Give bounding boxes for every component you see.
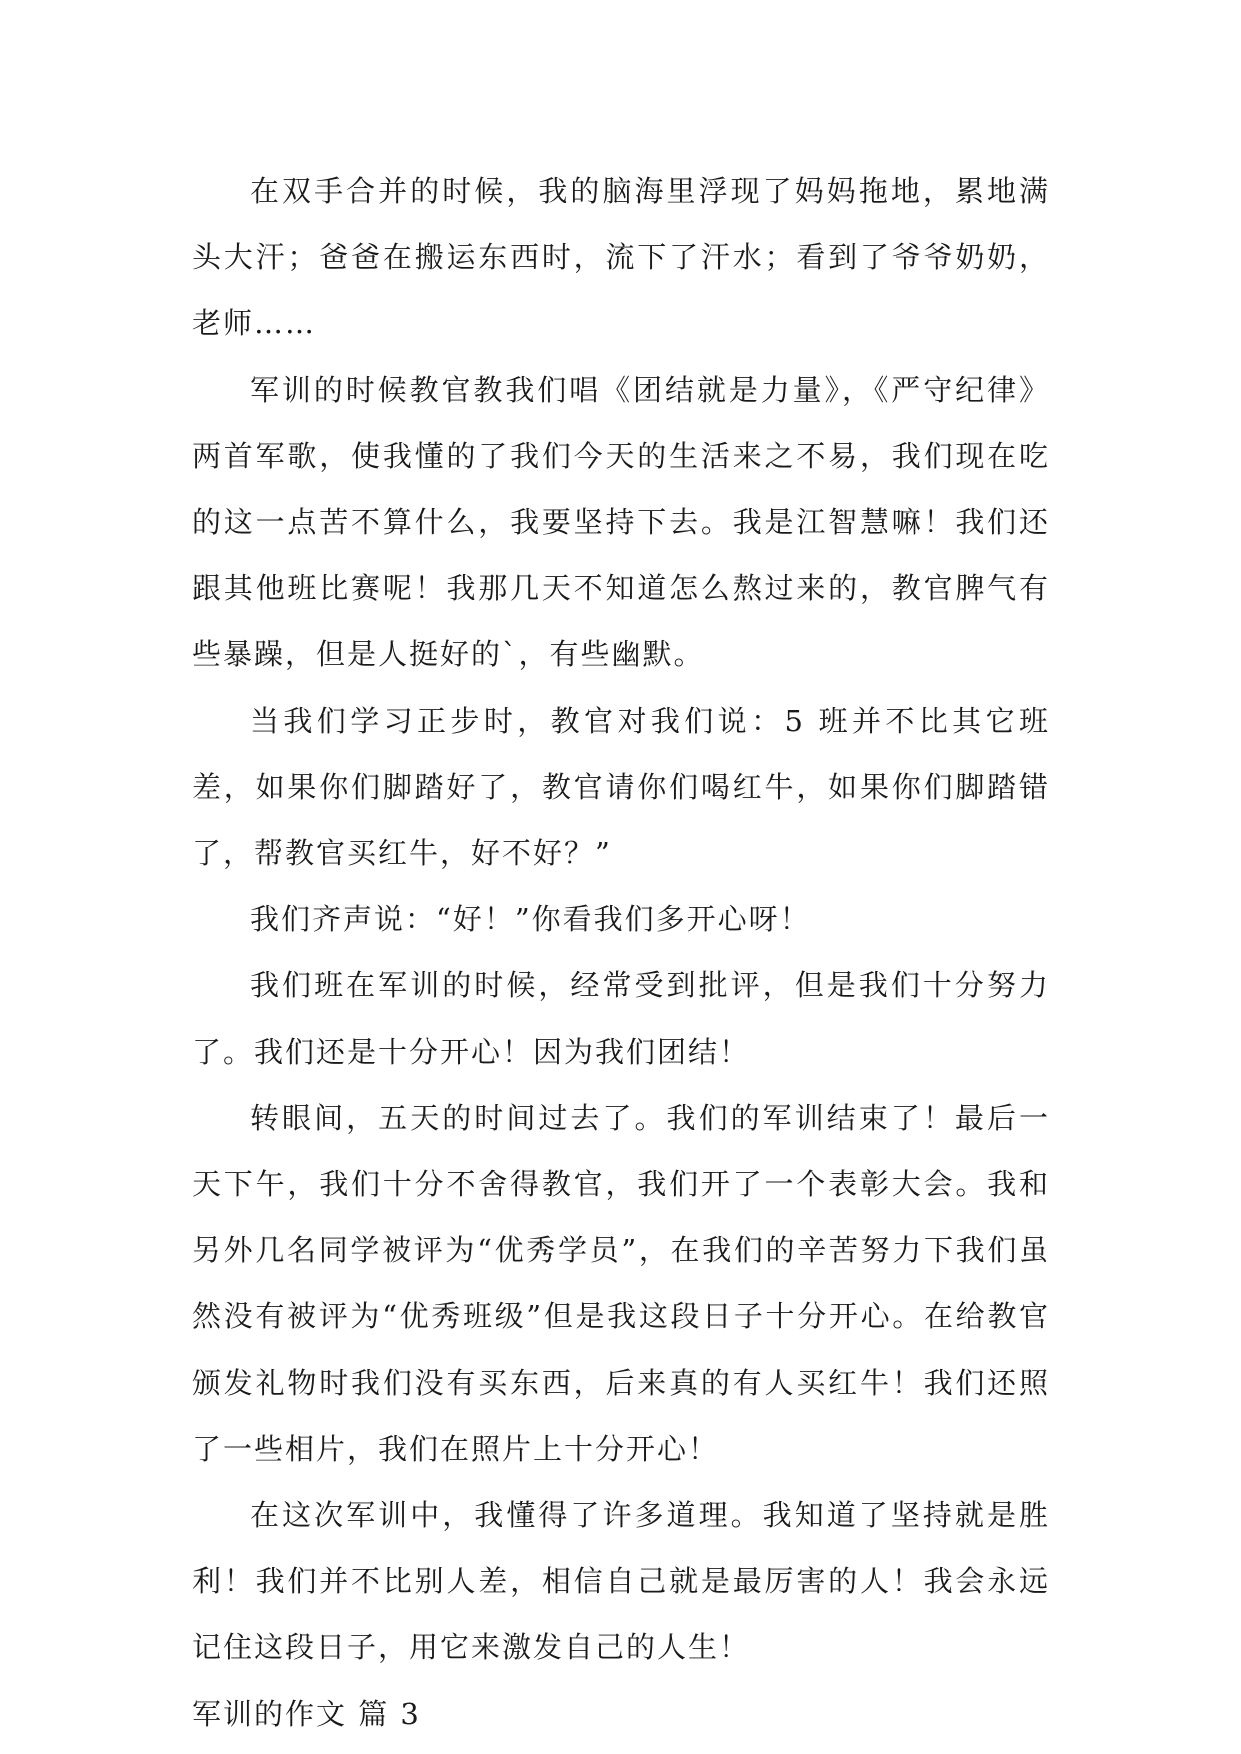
paragraph: 我们齐声说：“好！”你看我们多开心呀！ [250, 902, 811, 937]
paragraph: 我们班在军训的时候，经常受到批评，但是我们十分努力了。我们还是十分开心！因为我们团结！ [192, 968, 1050, 1069]
paragraph: 军训的时候教官教我们唱《团结就是力量》，《严守纪律》两首军歌，使我懂的了我们今天的生活来之不易，我们现在吃的这一点苦不算什么，我要坚持下去。我是江智慧嘛！我们还跟其他班比赛呢！我那几天不知道怎么熬过来的，教官脾气有些暴躁，但是人挺好的`，有些幽默。 [192, 372, 1050, 672]
paragraph: 转眼间，五天的时间过去了。我们的军训结束了！最后一天下午，我们十分不舍得教官，我们开了一个表彰大会。我和另外几名同学被评为“优秀学员”，在我们的辛苦努力下我们虽然没有被评为“优秀班级”但是我这段日子十分开心。在给教官颁发礼物时我们没有买东西，后来真的有人买红牛！我们还照了一些相片，我们在照片上十分开心！ [192, 1100, 1050, 1466]
paragraph: 在这次军训中，我懂得了许多道理。我知道了坚持就是胜利！我们并不比别人差，相信自己就是最厉害的人！我会永远记住这段日子，用它来激发自己的人生！ [192, 1498, 1050, 1665]
paragraph: 在双手合并的时候，我的脑海里浮现了妈妈拖地，累地满头大汗；爸爸在搬运东西时，流下了汗水；看到了爷爷奶奶，老师…… [192, 174, 1050, 341]
section-heading: 军训的作文 篇 3 [192, 1696, 421, 1731]
document-body [192, 158, 1050, 1747]
paragraph: 当我们学习正步时，教官对我们说：5 班并不比其它班差，如果你们脚踏好了，教官请你们喝红牛，如果你们脚踏错了，帮教官买红牛，好不好？” [192, 703, 1050, 871]
